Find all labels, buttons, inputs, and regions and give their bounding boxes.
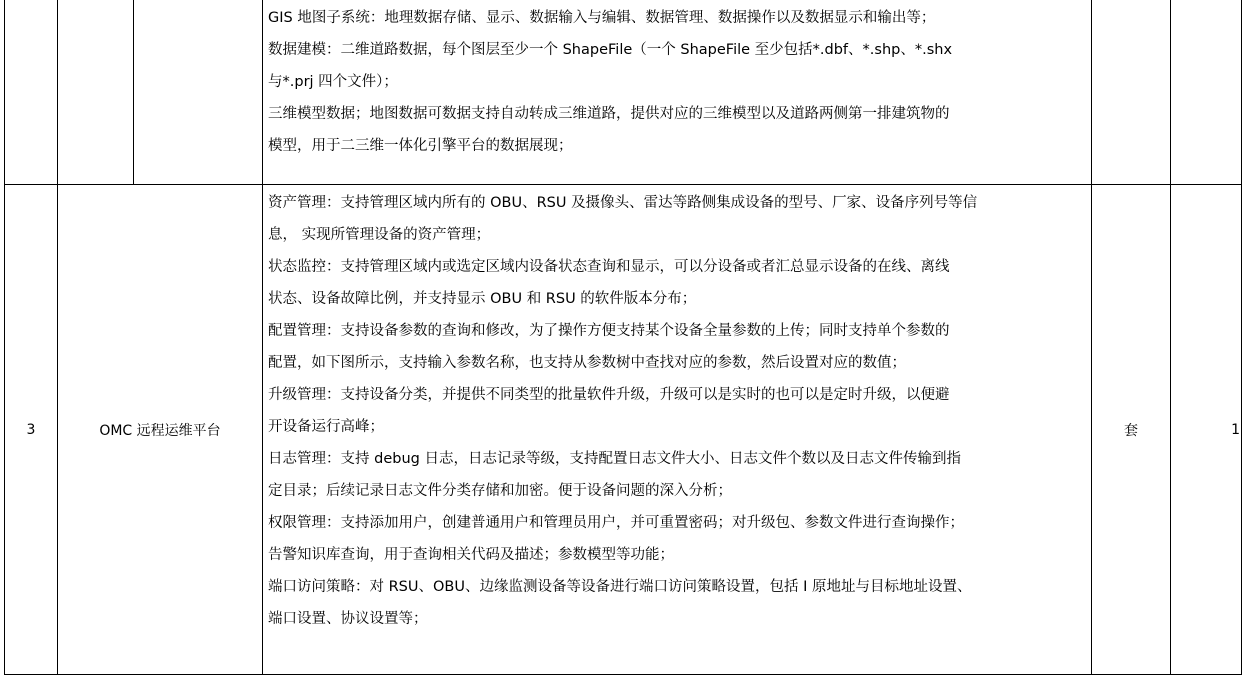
description-line: 端口设置、协议设置等； [268, 611, 428, 627]
description-line: 与*.prj 四个文件）； [268, 74, 398, 90]
unit-cell [1092, 0, 1171, 185]
description-line: 端口访问策略：对 RSU、OBU、边缘监测设备等设备进行端口访问策略设置，包括 I 原地址与目标地址设置、 [268, 579, 972, 595]
description-line: 状态、设备故障比例，并支持显示 OBU 和 RSU 的软件版本分布； [268, 291, 697, 307]
description-line: 状态监控：支持管理区域内或选定区域内设备状态查询和显示，可以分设备或者汇总显示设备的在线、离线 [268, 259, 950, 275]
item-name-cell: OMC 远程运维平台 [58, 185, 263, 675]
description-line: 资产管理：支持管理区域内所有的 OBU、RSU 及摄像头、雷达等路侧集成设备的型号、厂家、设备序列号等信 [268, 195, 978, 211]
empty-cell [58, 0, 134, 185]
description-line: GIS 地图子系统：地理数据存储、显示、数据输入与编辑、数据管理、数据操作以及数据显示和输出等； [268, 10, 936, 26]
description-line: 息， 实现所管理设备的资产管理； [268, 227, 491, 243]
item-name-cell [134, 0, 263, 185]
description-line: 配置管理：支持设备参数的查询和修改，为了操作方便支持某个设备全量参数的上传；同时支持单个参数的 [268, 323, 950, 339]
description-line: 数据建模：二维道路数据，每个图层至少一个 ShapeFile（一个 ShapeFile 至少包括*.dbf、*.shp、*.shx [268, 42, 953, 58]
quantity-cell [1171, 0, 1242, 185]
quantity-cell: 1 [1171, 185, 1242, 675]
row-number-cell [5, 0, 58, 185]
description-cell [263, 0, 1092, 185]
description-line: 开设备运行高峰； [268, 419, 384, 435]
description-line: 定目录；后续记录日志文件分类存储和加密。便于设备问题的深入分析； [268, 483, 732, 499]
table-row [5, 0, 1242, 185]
description-line: 告警知识库查询，用于查询相关代码及描述；参数模型等功能； [268, 547, 674, 563]
description-line: 配置，如下图所示，支持输入参数名称，也支持从参数树中查找对应的参数，然后设置对应的数值； [268, 355, 906, 371]
spec-table [4, 0, 1242, 675]
unit-cell: 套 [1092, 185, 1171, 675]
description-line: 权限管理：支持添加用户，创建普通用户和管理员用户，并可重置密码；对升级包、参数文件进行查询操作； [268, 515, 964, 531]
description-line: 模型，用于二三维一体化引擎平台的数据展现； [268, 138, 573, 154]
description-cell [263, 185, 1092, 675]
row-number-cell: 3 [5, 185, 58, 675]
description-line: 三维模型数据；地图数据可数据支持自动转成三维道路，提供对应的三维模型以及道路两侧第一排建筑物的 [268, 106, 950, 122]
table-row [5, 185, 1242, 675]
description-line: 日志管理：支持 debug 日志，日志记录等级，支持配置日志文件大小、日志文件个数以及日志文件传输到指 [268, 451, 961, 467]
description-line: 升级管理：支持设备分类，并提供不同类型的批量软件升级，升级可以是实时的也可以是定时升级，以便避 [268, 387, 950, 403]
